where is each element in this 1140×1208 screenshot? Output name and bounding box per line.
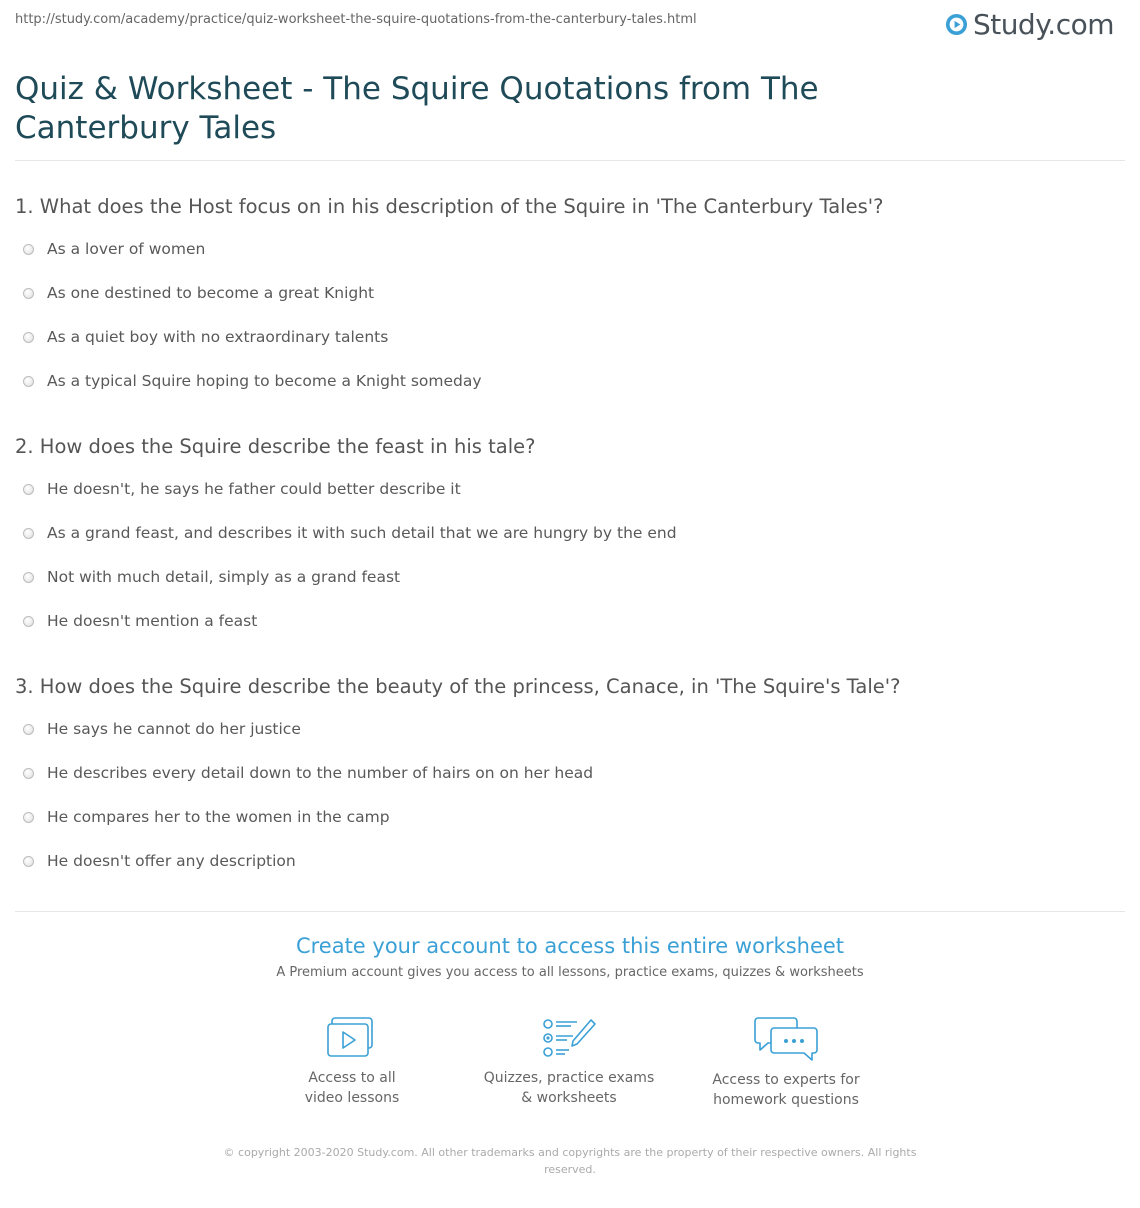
feature-quizzes bbox=[469, 1016, 669, 1108]
question-3: 3. How does the Squire describe the beauty of the princess, Canace, in 'The Squire's Tale'? bbox=[15, 675, 901, 698]
answer-option-label: He says he cannot do her justice bbox=[47, 720, 301, 738]
feature-label-line: Quizzes, practice exams bbox=[483, 1070, 655, 1086]
answer-option-label: As a grand feast, and describes it with such detail that we are hungry by the end bbox=[47, 524, 677, 542]
answer-option-label: He doesn't offer any description bbox=[47, 852, 296, 870]
logo-text: Study.com bbox=[972, 8, 1114, 41]
answer-option[interactable] bbox=[23, 524, 677, 542]
video-lessons-icon bbox=[326, 1016, 378, 1060]
answer-option-label: Not with much detail, simply as a grand feast bbox=[47, 568, 401, 586]
feature-label-line: Access to all bbox=[308, 1070, 396, 1086]
answer-option[interactable] bbox=[23, 764, 593, 782]
answer-option[interactable] bbox=[23, 808, 390, 826]
radio-button[interactable] bbox=[23, 812, 34, 823]
radio-button[interactable] bbox=[23, 768, 34, 779]
page-url: http://study.com/academy/practice/quiz-worksheet-the-squire-quotations-from-the-canterbury-tales.html bbox=[15, 12, 697, 27]
feature-label-line: & worksheets bbox=[521, 1090, 617, 1106]
answer-option-label: He compares her to the women in the camp bbox=[47, 808, 390, 826]
answer-option[interactable] bbox=[23, 852, 296, 870]
answer-option[interactable] bbox=[23, 240, 205, 258]
answer-option-label: As a quiet boy with no extraordinary talents bbox=[47, 328, 389, 346]
chat-bubbles-icon bbox=[754, 1016, 818, 1062]
radio-button[interactable] bbox=[23, 528, 34, 539]
radio-button[interactable] bbox=[23, 856, 34, 867]
answer-option[interactable] bbox=[23, 612, 257, 630]
create-account-link[interactable]: Create your account to access this entire worksheet bbox=[295, 934, 845, 958]
study-logo[interactable] bbox=[945, 8, 1114, 41]
answer-option[interactable] bbox=[23, 480, 461, 498]
radio-button[interactable] bbox=[23, 244, 34, 255]
radio-button[interactable] bbox=[23, 376, 34, 387]
feature-label bbox=[252, 1068, 452, 1108]
answer-option-label: He doesn't, he says he father could better describe it bbox=[47, 480, 461, 498]
page-title: Quiz & Worksheet - The Squire Quotations from The Canterbury Tales bbox=[15, 71, 819, 146]
feature-label-line: homework questions bbox=[713, 1092, 859, 1108]
radio-button[interactable] bbox=[23, 332, 34, 343]
premium-description: A Premium account gives you access to all lessons, practice exams, quizzes & worksheets bbox=[276, 965, 864, 980]
radio-button[interactable] bbox=[23, 616, 34, 627]
question-1: 1. What does the Host focus on in his description of the Squire in 'The Canterbury Tales'? bbox=[15, 195, 884, 218]
radio-button[interactable] bbox=[23, 724, 34, 735]
answer-option-label: As a lover of women bbox=[47, 240, 206, 258]
radio-button[interactable] bbox=[23, 572, 34, 583]
quiz-checklist-icon bbox=[541, 1016, 597, 1060]
feature-experts bbox=[686, 1016, 886, 1110]
answer-option[interactable] bbox=[23, 372, 482, 390]
play-circle-icon bbox=[945, 13, 968, 36]
feature-label-line: Access to experts for bbox=[712, 1072, 860, 1088]
feature-label bbox=[469, 1068, 669, 1108]
answer-option[interactable] bbox=[23, 328, 388, 346]
title-divider bbox=[15, 160, 1125, 161]
feature-video-lessons bbox=[252, 1016, 452, 1108]
answer-option[interactable] bbox=[23, 284, 374, 302]
answer-option[interactable] bbox=[23, 720, 301, 738]
answer-option-label: As a typical Squire hoping to become a Knight someday bbox=[47, 372, 482, 390]
radio-button[interactable] bbox=[23, 484, 34, 495]
answer-option-label: He doesn't mention a feast bbox=[47, 612, 258, 630]
answer-option-label: As one destined to become a great Knight bbox=[47, 284, 375, 302]
questions-divider bbox=[15, 911, 1125, 912]
answer-option-label: He describes every detail down to the number of hairs on on her head bbox=[47, 764, 594, 782]
radio-button[interactable] bbox=[23, 288, 34, 299]
feature-label-line: video lessons bbox=[304, 1090, 400, 1106]
feature-label bbox=[686, 1070, 886, 1110]
answer-option[interactable] bbox=[23, 568, 400, 586]
copyright-notice: © copyright 2003-2020 Study.com. All other trademarks and copyrights are the property of their respective owners. All rights reserved. bbox=[223, 1146, 917, 1176]
question-2: 2. How does the Squire describe the feast in his tale? bbox=[15, 435, 536, 458]
